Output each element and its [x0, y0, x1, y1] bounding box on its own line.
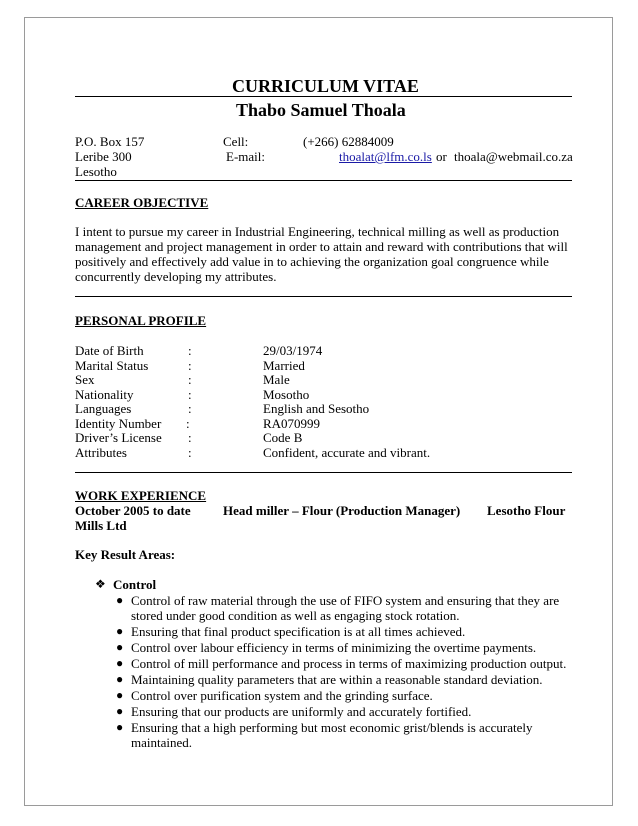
profile-separator: :	[188, 444, 192, 460]
objective-line: management and project management in order to attain and reward with contributions that will	[75, 239, 568, 254]
bullet-item-continued: maintained.	[131, 735, 193, 750]
profile-value: English and Sesotho	[263, 401, 370, 416]
profile-value: Married	[263, 357, 305, 373]
profile-value: Code B	[263, 430, 303, 445]
profile-label: Date of Birth	[75, 343, 144, 358]
objective-line: concurrently developing my attributes.	[75, 269, 277, 284]
bullet-item: Ensuring that final product specification is at all times achieved.	[131, 624, 466, 639]
diamond-bullet-icon: ❖	[95, 577, 106, 591]
subheading-control: Control	[113, 577, 157, 592]
cell-value: (+266) 62884009	[303, 134, 394, 149]
profile-value: RA070999	[263, 415, 321, 431]
divider	[75, 472, 572, 473]
profile-label: Driver’s License	[75, 430, 162, 445]
bullet-item-continued: stored under good condition as well as engaging stock rotation.	[131, 608, 460, 623]
bullet-icon: ●	[116, 720, 124, 734]
profile-label: Identity Number	[75, 415, 162, 431]
bullet-icon: ●	[116, 672, 124, 686]
profile-separator: :	[188, 343, 192, 358]
document-title: CURRICULUM VITAE	[232, 76, 419, 96]
bullet-icon: ●	[116, 640, 124, 654]
profile-label: Attributes	[75, 444, 127, 460]
job-period: October 2005 to date	[75, 503, 191, 518]
bullet-icon: ●	[116, 688, 124, 702]
section-heading-personal-profile: PERSONAL PROFILE	[75, 313, 207, 328]
profile-separator: :	[188, 372, 192, 387]
bullet-item: Control over labour efficiency in terms of minimizing the overtime payments.	[131, 640, 537, 655]
bullet-item: Ensuring that our products are uniformly and accurately fortified.	[131, 704, 472, 719]
profile-label: Sex	[75, 372, 95, 387]
bullet-icon: ●	[116, 656, 124, 670]
candidate-name: Thabo Samuel Thoala	[236, 100, 406, 120]
profile-separator: :	[188, 357, 192, 373]
email-label: E-mail:	[226, 149, 265, 164]
job-company-continued: Mills Ltd	[75, 518, 127, 533]
divider	[75, 296, 572, 297]
bullet-icon: ●	[116, 704, 124, 718]
profile-label: Languages	[75, 401, 132, 416]
profile-value: Mosotho	[263, 386, 310, 402]
bullet-item: Maintaining quality parameters that are within a reasonable standard deviation.	[131, 672, 543, 687]
profile-separator: :	[188, 430, 192, 445]
address-line-2: Leribe 300	[75, 149, 132, 164]
section-heading-career-objective: CAREER OBJECTIVE	[75, 195, 209, 210]
profile-value: Confident, accurate and vibrant.	[263, 444, 431, 460]
email-or: or	[436, 149, 447, 164]
profile-separator: :	[186, 415, 190, 431]
profile-separator: :	[188, 401, 192, 416]
bullet-item: Control of mill performance and process in terms of maximizing production output.	[131, 656, 567, 671]
email-link-primary[interactable]: thoalat@lfm.co.ls	[339, 149, 432, 164]
cell-label: Cell:	[223, 134, 249, 149]
divider	[75, 96, 572, 97]
bullet-item: Ensuring that a high performing but most economic grist/blends is accurately	[131, 720, 533, 735]
profile-label: Nationality	[75, 386, 134, 402]
bullet-item: Control over purification system and the grinding surface.	[131, 688, 433, 703]
email-secondary: thoala@webmail.co.za	[454, 149, 573, 164]
bullet-item: Control of raw material through the use of FIFO system and ensuring that they are	[131, 593, 560, 608]
profile-separator: :	[188, 386, 192, 402]
profile-value: Male	[263, 372, 290, 387]
key-result-areas-heading: Key Result Areas:	[75, 547, 176, 562]
bullet-icon: ●	[116, 593, 124, 607]
objective-line: I intent to pursue my career in Industrial Engineering, technical milling as well as production	[75, 224, 560, 239]
profile-label: Marital Status	[75, 357, 149, 373]
profile-value: 29/03/1974	[263, 343, 323, 358]
bullet-icon: ●	[116, 624, 124, 638]
job-company: Lesotho Flour	[487, 503, 566, 518]
objective-line: positively and effectively add value in to achieving the organization goal congruence while	[75, 254, 549, 269]
section-heading-work-experience: WORK EXPERIENCE	[75, 488, 207, 503]
address-line-1: P.O. Box 157	[75, 134, 145, 149]
divider	[75, 180, 572, 181]
job-position: Head miller – Flour (Production Manager)	[223, 503, 461, 518]
address-line-3: Lesotho	[75, 164, 117, 179]
